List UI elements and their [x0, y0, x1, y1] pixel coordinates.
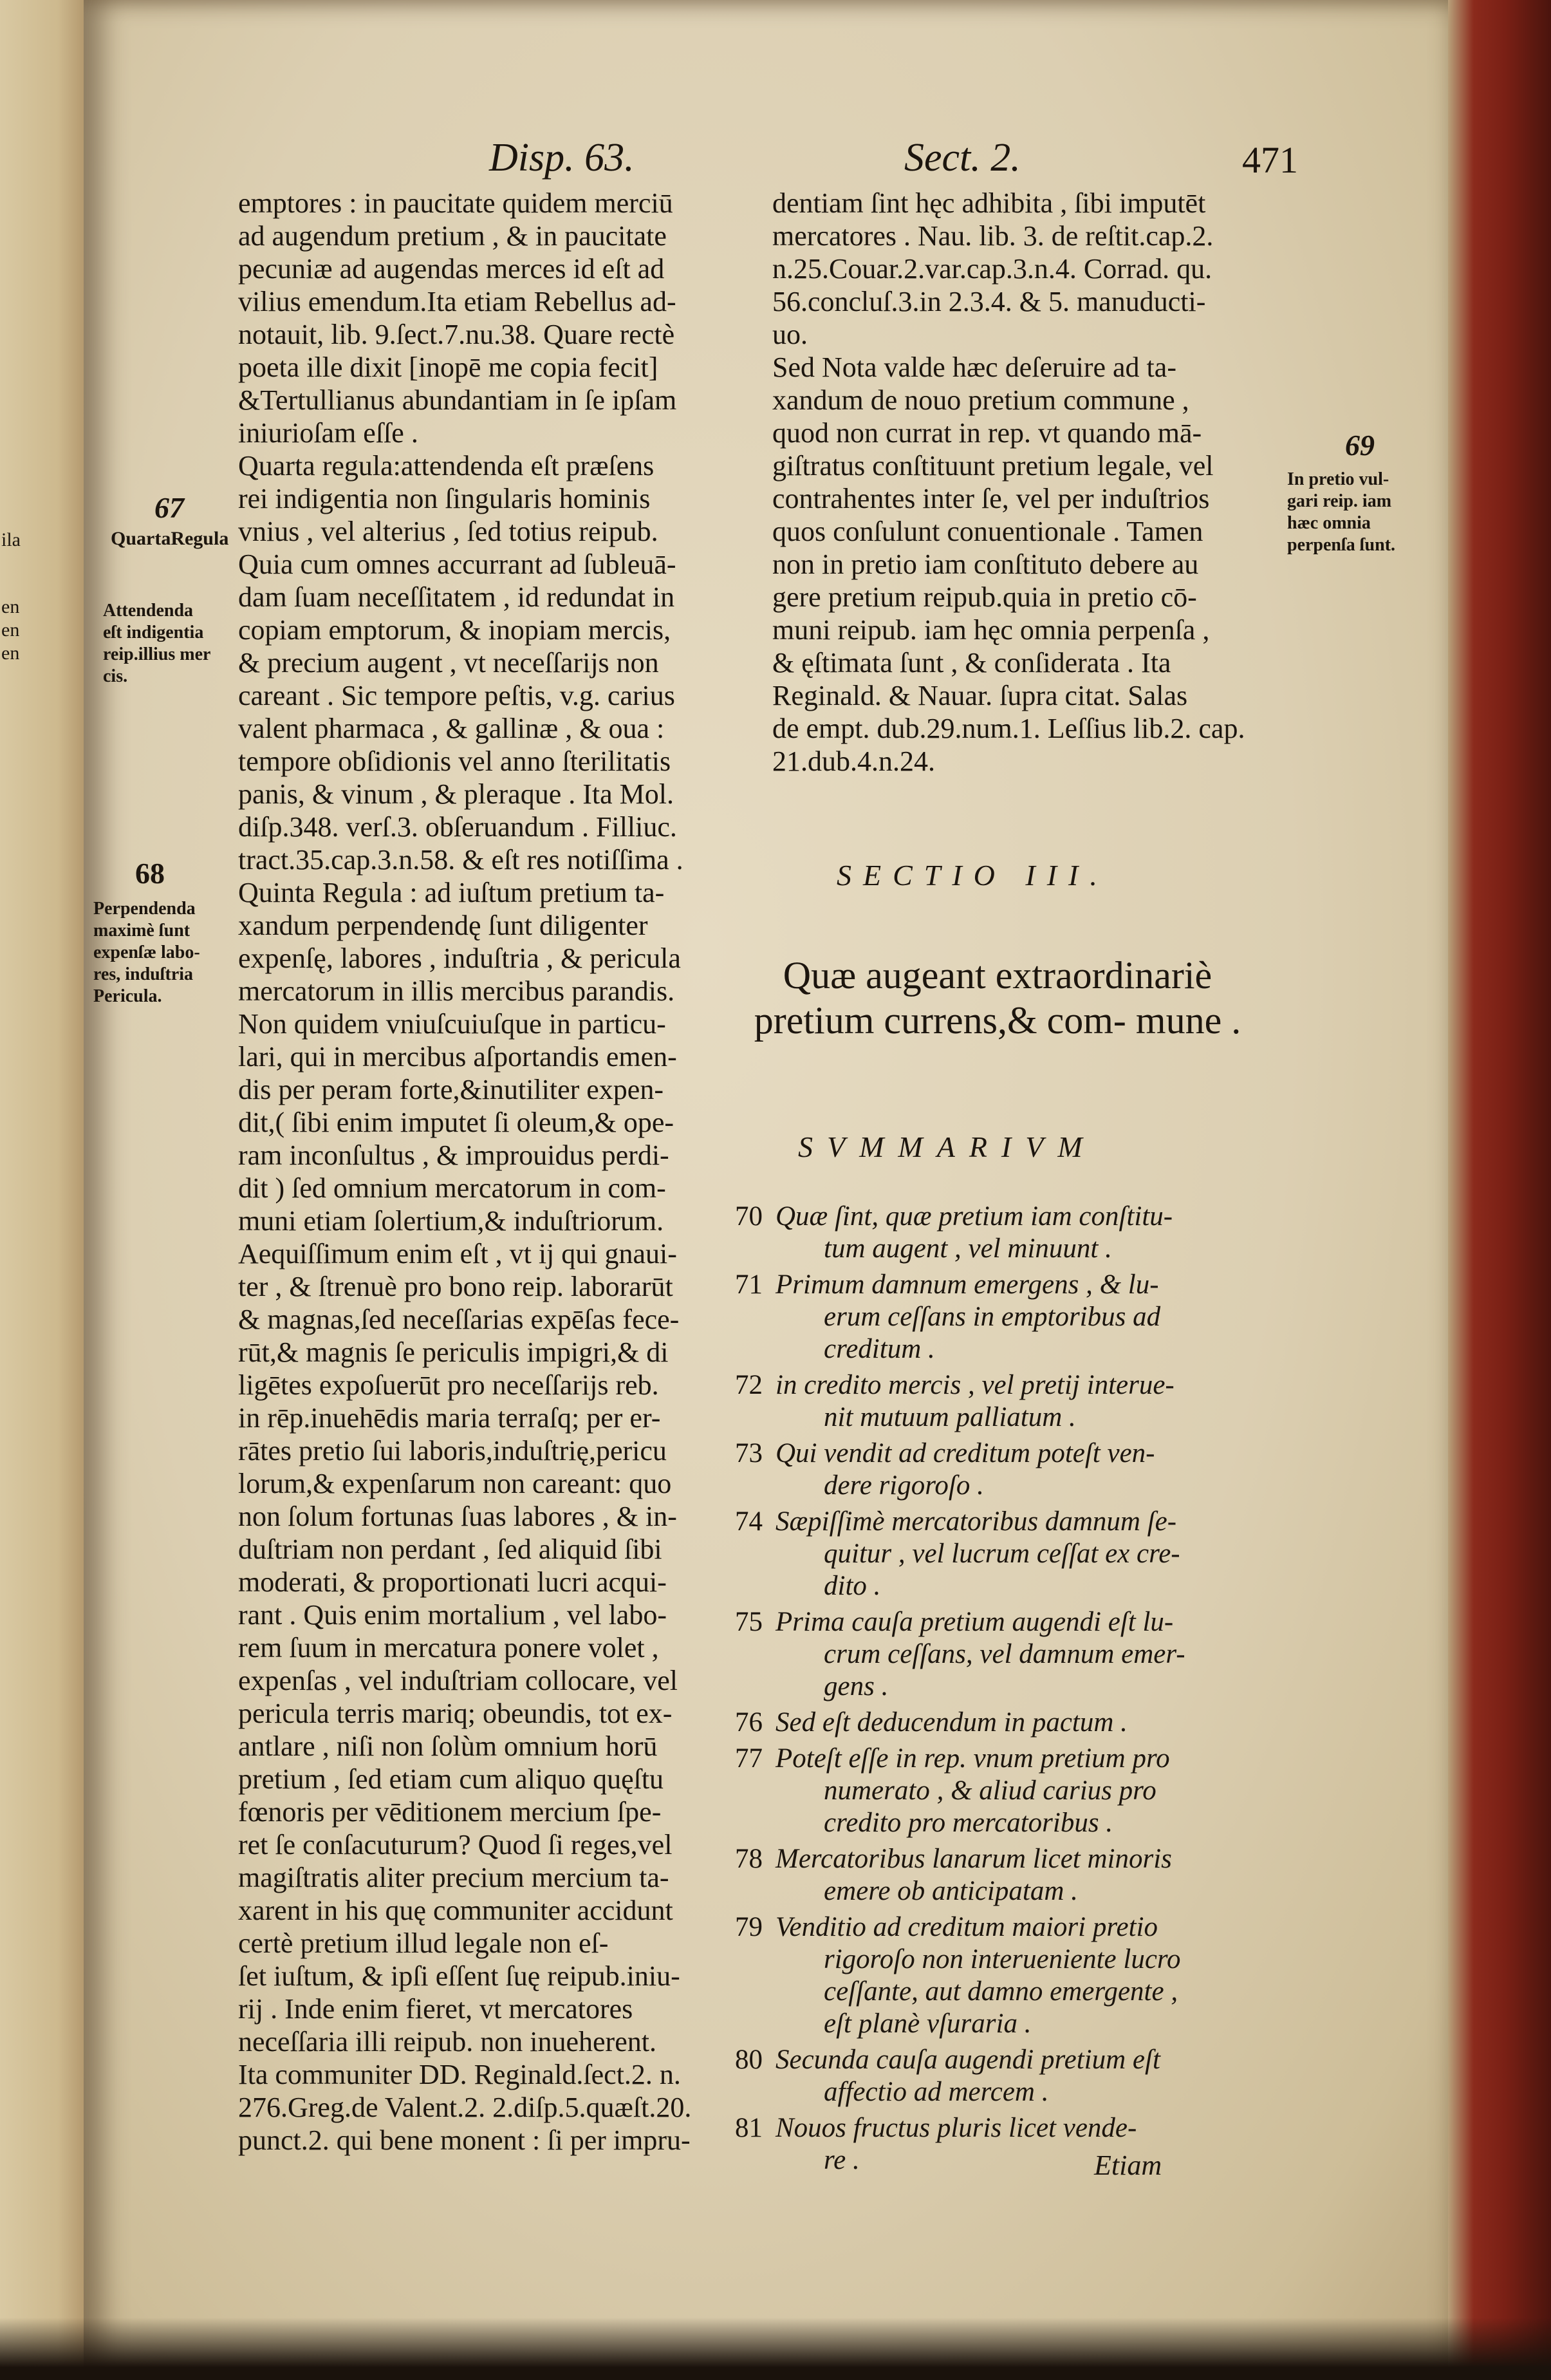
summary-item-line: Prima cauſa pretium augendi eſt lu-: [776, 1607, 1174, 1637]
text-line: gere pretium reipub.quia in pretio cō-: [772, 581, 1197, 613]
text-line: tempore obſidionis vel anno ſterilitatis: [238, 745, 671, 777]
summary-item-line: dito .: [824, 1571, 881, 1601]
text-line: diſp.348. verſ.3. obſeruandum . Filliuc.: [238, 811, 677, 843]
summary-item-line: Quæ ſint, quæ pretium iam conſtitu-: [776, 1201, 1173, 1232]
text-line: contrahentes inter ſe, vel per induſtrios: [772, 483, 1210, 514]
section-label: SECTIO III.: [837, 859, 1109, 892]
summary-item-line: quitur , vel lucrum ceſſat ex cre-: [824, 1539, 1180, 1569]
summary-item-number: 76: [735, 1707, 763, 1738]
page-edge-right: [1448, 0, 1551, 2380]
margin-note-number-69: 69: [1345, 429, 1375, 462]
text-line: Quia cum omnes accurrant ad ſubleuā-: [238, 548, 676, 580]
page-number: 471: [1242, 139, 1298, 181]
book-edge-left: [0, 0, 97, 2380]
running-head-left: Disp. 63.: [489, 136, 635, 180]
summary-item-line: re .: [824, 2145, 860, 2175]
text-line: magiſtratis aliter precium mercium ta-: [238, 1862, 669, 1893]
summary-item-line: eſt planè vſuraria .: [824, 2009, 1032, 2039]
text-line: hæc omnia: [1287, 513, 1371, 533]
text-line: muni etiam ſolertium,& induſtriorum.: [238, 1205, 664, 1237]
text-line: careant . Sic tempore peſtis, v.g. carius: [238, 680, 675, 711]
text-line: rei indigentia non ſingularis hominis: [238, 483, 651, 514]
text-line: gari reip. iam: [1287, 491, 1392, 511]
text-line: certè pretium illud legale non eſ-: [238, 1927, 609, 1959]
summary-item-number: 71: [735, 1270, 763, 1300]
summary-item-line: Sæpiſſimè mercatoribus damnum ſe-: [776, 1506, 1177, 1537]
text-line: ram inconſultus , & improuidus perdi-: [238, 1139, 669, 1171]
margin-note-attendenda: [103, 600, 210, 688]
text-line: rūt,& magnis ſe periculis impigri,& di: [238, 1336, 669, 1368]
text-line: expenſæ labo-: [93, 942, 200, 962]
text-line: quod non currat in rep. vt quando mā-: [772, 417, 1202, 449]
text-line: res, induſtria: [93, 964, 194, 984]
summary-item-number: 78: [735, 1844, 763, 1874]
text-line: vilius emendum.Ita etiam Rebellus ad-: [238, 286, 676, 317]
summary-item-number: 75: [735, 1607, 763, 1637]
text-line: Ita communiter DD. Reginald.ſect.2. n.: [238, 2059, 681, 2090]
text-line: notauit, lib. 9.ſect.7.nu.38. Quare rectè: [238, 319, 675, 350]
text-line: ad augendum pretium , & in paucitate: [238, 220, 667, 252]
summary-item-number: 81: [735, 2113, 763, 2143]
text-line: neceſſaria illi reipub. non inueherent.: [238, 2026, 656, 2057]
text-line: n.25.Couar.2.var.cap.3.n.4. Corrad. qu.: [772, 253, 1212, 285]
text-line: Reginald. & Nauar. ſupra citat. Salas: [772, 680, 1188, 711]
text-line: xandum perpendendę ſunt diligenter: [238, 910, 648, 941]
text-line: copiam emptorum, & inopiam mercis,: [238, 614, 671, 646]
text-line: in rēp.inuehēdis maria terraſq; per er-: [238, 1402, 661, 1434]
text-line: mercatorum in illis mercibus parandis.: [238, 975, 675, 1007]
summary-item-line: rigoroſo non interueniente lucro: [824, 1944, 1181, 1974]
bleed-through-text: [64, 2021, 69, 2043]
summary-item-line: creditum .: [824, 1334, 935, 1364]
summary-item-line: Mercatoribus lanarum licet minoris: [776, 1844, 1172, 1874]
text-line: cis.: [103, 666, 128, 686]
text-line: expenſę, labores , induſtria , & pericula: [238, 942, 681, 974]
text-line: rij . Inde enim fieret, vt mercatores: [238, 1993, 633, 2025]
summary-item-line: dere rigoroſo .: [824, 1470, 984, 1501]
text-line: non ſolum fortunas ſuas labores , & in-: [238, 1501, 677, 1532]
text-line: Perpendenda: [93, 899, 196, 919]
text-line: ſet iuſtum, & ipſi eſſent ſuę reipub.iniu-: [238, 1960, 680, 1992]
text-line: valent pharmaca , & gallinæ , & oua :: [238, 713, 665, 744]
summary-item-line: Secunda cauſa augendi pretium eſt: [776, 2045, 1160, 2075]
text-line: Quinta Regula : ad iuſtum pretium ta-: [238, 877, 665, 908]
text-line: Non quidem vniuſcuiuſque in particu-: [238, 1008, 666, 1040]
text-line: pericula terris mariq; obeundis, tot ex-: [238, 1698, 673, 1729]
text-line: dis per peram forte,&inutiliter expen-: [238, 1074, 664, 1105]
text-line: dit,( ſibi enim imputet ſi oleum,& ope-: [238, 1107, 674, 1138]
text-line: rem ſuum in mercatura ponere volet ,: [238, 1632, 659, 1663]
text-line: rātes pretio ſui laboris,induſtrię,pericu: [238, 1435, 667, 1466]
text-line: 21.dub.4.n.24.: [772, 745, 935, 777]
text-line: pretium , ſed etiam cum aliquo quęſtu: [238, 1763, 664, 1795]
text-line: punct.2. qui bene monent : ſi per impru-: [238, 2124, 691, 2156]
text-line: reip.illius mer: [103, 644, 211, 664]
summary-item-number: 70: [735, 1201, 763, 1232]
text-line: expenſas , vel induſtriam collocare, vel: [238, 1665, 678, 1696]
text-line: emptores : in paucitate quidem merciū: [238, 187, 673, 219]
summary-item-line: crum ceſſans, vel damnum emer-: [824, 1639, 1185, 1669]
catchword: Etiam: [1094, 2150, 1162, 2181]
text-line: antlare , niſi non ſolùm omnium horū: [238, 1730, 658, 1762]
text-line: poeta ille dixit [inopē me copia fecit]: [238, 351, 658, 383]
left-column: [238, 187, 734, 2157]
summary-item-line: nit mutuum palliatum .: [824, 1402, 1076, 1432]
summary-item-number: 80: [735, 2045, 763, 2075]
summary-item-line: gens .: [824, 1671, 889, 1701]
text-line: dam ſuam neceſſitatem , id redundat in: [238, 581, 675, 613]
text-line: ret ſe conſacuturum? Quod ſi reges,vel: [238, 1829, 673, 1860]
text-line: ter , & ſtrenuè pro bono reip. laborarūt: [238, 1271, 673, 1302]
text-line: moderati, & proportionati lucri acqui-: [238, 1566, 667, 1598]
facing-page-fragment: en: [1, 619, 20, 641]
text-line: maximè ſunt: [93, 921, 190, 941]
text-line: rant . Quis enim mortalium , vel labo-: [238, 1599, 667, 1631]
text-line: Sed Nota valde hæc deſeruire ad ta-: [772, 351, 1176, 383]
text-line: Attendenda: [103, 601, 194, 621]
text-line: iniurioſam eſſe .: [238, 417, 418, 449]
text-line: &Tertullianus abundantiam in ſe ipſam: [238, 384, 677, 416]
summary-item-number: 72: [735, 1370, 763, 1400]
scan-bottom-shadow: [0, 2318, 1551, 2380]
section-title: Quæ augeant extraordinariè pretium currens,& com- mune .: [754, 954, 1241, 1042]
right-column-text: [772, 187, 1300, 778]
margin-note-number-68: 68: [135, 857, 165, 890]
summary-item-number: 77: [735, 1743, 763, 1774]
text-line: xarent in his quę communiter accidunt: [238, 1895, 673, 1926]
summary-item-line: Sed eſt deducendum in pactum .: [776, 1707, 1128, 1738]
text-line: quos conſulunt conuentionale . Tamen: [772, 516, 1203, 547]
text-line: vnius , vel alterius , ſed totius reipub.: [238, 516, 658, 547]
text-line: muni reipub. iam hęc omnia perpenſa ,: [772, 614, 1210, 646]
summary-item-line: ceſſante, aut damno emergente ,: [824, 1976, 1178, 2007]
text-line: mercatores . Nau. lib. 3. de reſtit.cap.2.: [772, 220, 1214, 252]
text-line: Aequiſſimum enim eſt , vt ij qui gnaui-: [238, 1238, 677, 1270]
margin-note-label-67: QuartaRegula: [111, 528, 229, 549]
text-line: non in pretio iam conſtituto debere au: [772, 548, 1199, 580]
facing-page-fragment: en: [1, 642, 20, 664]
text-line: eſt indigentia: [103, 623, 204, 642]
summary-item-line: numerato , & aliud carius pro: [824, 1776, 1156, 1806]
text-line: de empt. dub.29.num.1. Leſſius lib.2. cap.: [772, 713, 1245, 744]
text-line: uo.: [772, 319, 808, 350]
text-line: dentiam ſint hęc adhibita , ſibi imputēt: [772, 187, 1206, 219]
summary-item-line: credito pro mercatoribus .: [824, 1808, 1113, 1838]
summary-item-number: 74: [735, 1506, 763, 1537]
summary-item-line: affectio ad mercem .: [824, 2077, 1049, 2107]
summary-item-number: 79: [735, 1912, 763, 1942]
margin-note-69: [1287, 469, 1395, 556]
summary-item-line: Primum damnum emergens , & lu-: [776, 1270, 1159, 1300]
summary-item-line: Poteſt eſſe in rep. vnum pretium pro: [776, 1743, 1170, 1774]
text-line: & precium augent , vt neceſſarijs non: [238, 647, 659, 679]
running-head-center: Sect. 2.: [904, 136, 1021, 180]
facing-page-fragment: en: [1, 596, 20, 617]
margin-note-68: [93, 898, 200, 1007]
text-line: dit ) ſed omnium mercatorum in com-: [238, 1172, 666, 1204]
text-line: In pretio vul-: [1287, 469, 1389, 489]
summary-item-line: emere ob anticipatam .: [824, 1876, 1078, 1906]
summary-item-number: 73: [735, 1438, 763, 1468]
summary-item-line: in credito mercis , vel pretij interue-: [776, 1370, 1175, 1400]
text-line: ligētes expoſuerūt pro neceſſarijs reb.: [238, 1369, 659, 1401]
summary-item-line: erum ceſſans in emptoribus ad: [824, 1302, 1161, 1332]
summary-item-line: Venditio ad creditum maiori pretio: [776, 1912, 1158, 1942]
text-line: duſtriam non perdant , ſed aliquid ſibi: [238, 1533, 662, 1565]
summary-item-line: tum augent , vel minuunt .: [824, 1233, 1112, 1264]
text-line: perpenſa ſunt.: [1287, 535, 1396, 555]
summary-item-line: Qui vendit ad creditum poteſt ven-: [776, 1438, 1155, 1468]
text-line: fœnoris per vēditionem mercium ſpe-: [238, 1796, 662, 1828]
text-line: pecuniæ ad augendas merces id eſt ad: [238, 253, 665, 285]
text-line: 56.concluſ.3.in 2.3.4. & 5. manuducti-: [772, 286, 1206, 317]
text-line: & ęſtimata ſunt , & conſiderata . Ita: [772, 647, 1171, 679]
summary-item-line: Nouos fructus pluris licet vende-: [776, 2113, 1137, 2143]
summary-label: SVMMARIVM: [798, 1130, 1097, 1163]
text-line: giſtratus conſtituunt pretium legale, vel: [772, 450, 1214, 482]
text-line: lari, qui in mercibus aſportandis emen-: [238, 1041, 677, 1073]
text-line: tract.35.cap.3.n.58. & eſt res notiſſima .: [238, 844, 683, 876]
text-line: Pericula.: [93, 986, 162, 1006]
text-line: xandum de nouo pretium commune ,: [772, 384, 1189, 416]
text-line: panis, & vinum , & pleraque . Ita Mol.: [238, 778, 674, 810]
margin-note-number-67: 67: [154, 491, 184, 524]
text-line: Quarta regula:attendenda eſt præſens: [238, 450, 655, 482]
text-line: lorum,& expenſarum non careant: quo: [238, 1468, 672, 1499]
facing-page-fragment: ila: [1, 529, 21, 550]
text-line: 276.Greg.de Valent.2. 2.diſp.5.quæſt.20.: [238, 2092, 692, 2123]
text-line: & magnas,ſed neceſſarias expēſas fece-: [238, 1304, 680, 1335]
